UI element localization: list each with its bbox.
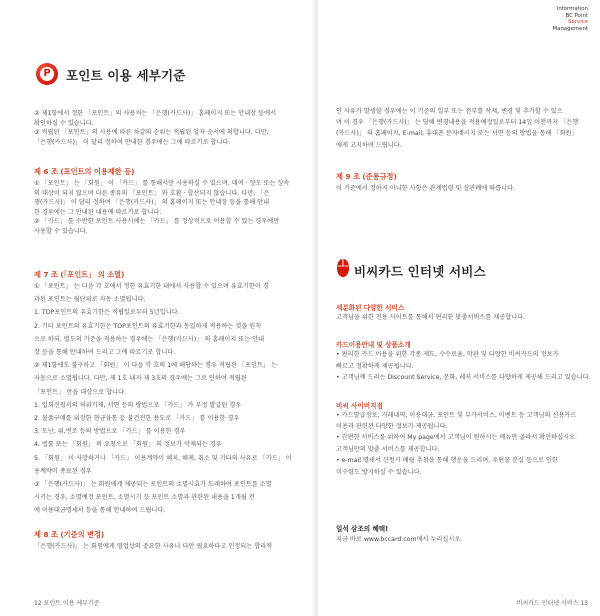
art7-line: 5. 「회원」 이 사망하거나 「카드」 이용계약이 해지, 해제, 취소 및 기타의 사유로 「카드」 이: [34, 454, 292, 462]
art7-line: 용계약이 종료된 경우: [34, 467, 92, 475]
art7-line: 과된 포인트는 월단위로 자동 소멸됩니다.: [34, 296, 146, 304]
art7-line: 시키는 경우, 소멸예정 포인트, 소멸시기 등 포인트 소멸과 관련된 내용을 1개월 전: [34, 494, 255, 502]
left-page-footer: 12 포인트 이용 세부기준: [34, 600, 100, 607]
art8-cont-line: 인 사유가 발생할 경우에는 이 기준의 일부 또는 전부를 삭제, 변경 및 추가할 수 있으: [336, 108, 563, 115]
cta-title: 일석 삼조의 혜택!: [336, 525, 389, 533]
art8-cont-line: 며 이 경우 「은행(카드사)」 는 당해 변경내용을 적용예정일로부터 14일 이전까지 「은행: [336, 119, 579, 127]
intro-line: 확인하실 수 있습니다.: [34, 119, 94, 127]
intro-line: ② 제1항에서 정한 「포인트」의 사용처는 「은행(카드사)」 홈페이지 또는 안내장 등에서: [34, 110, 277, 117]
art9-heading: 제 9 조 (준용규정): [336, 172, 397, 181]
art7-line: 1. 입회신청서의 허위기재, 서면 등의 방법으로 「카드」 가 부정 발급된 경우: [34, 401, 242, 409]
art6-line: 행(카드사)」 이 달리 정하여 「은행(카드사)」 의 홈페이지 또는 안내장 등을 통해 안내: [34, 199, 270, 207]
service-line: • 카드발급정보, 거래내역, 이용대금, 포인트 및 부가서비스, 이벤트 등 고객님의 신용카드: [336, 411, 577, 419]
art6-line: 사용할 수 있습니다.: [34, 228, 88, 235]
service-line: 고객님만의 맞춤 서비스를 제공합니다.: [336, 445, 440, 453]
service-title: 세분화된 다양한 서비스: [336, 304, 405, 312]
art6-line: ② 「카드」 를 수반한 포인트 사용시에는 「카드」 를 정상적으로 이용할 수 있는 경우에만: [34, 218, 280, 226]
art7-heading: 제 7 조 (「포인트」 의 소멸): [34, 270, 125, 279]
right-page-footer: 비씨카드 인터넷 서비스 13: [516, 600, 588, 607]
art7-line: 장 등을 통해 안내하여 드리고 그에 따르기로 합니다.: [34, 349, 176, 356]
service-line: • 고객님께 드리는 Discount Service, 문화, 레저 서비스를 다양하게 제공해 드리고 있습니다.: [336, 374, 591, 382]
service-line: 빠르고 정확하게 제공됩니다.: [336, 362, 414, 370]
art8-cont-line: 에게 고지하여 드립니다.: [336, 141, 402, 149]
art8-line: 「은행(카드사)」 는 회원에게 영업상의 중요한 사유나 다만 필요하다고 인정되는 합리적: [34, 543, 273, 550]
art7-line: 3. 도난, 위,변조 등의 방법으로 「카드」 를 이용한 경우: [34, 428, 186, 436]
art7-line: ① 「포인트」 는 다음 각 호에서 정한 유효기한 내에서 사용할 수 있으며 유효기한이 경: [34, 283, 269, 290]
intro-line: 「은행(카드사)」 이 달리 정하여 안내한 경우에는 그에 따르기로 합니다.: [34, 138, 231, 146]
art9-line: 이 기준에서 정하지 아니한 사항은 관계법령 및 상관례에 따릅니다.: [336, 185, 516, 192]
art7-line: 4. 법률 또는 「회원」 의 요청으로 「회원」 의 정보가 삭제되는 경우: [34, 441, 222, 449]
art7-line: 1. TOP포인트의 유효기한은 적립일로부터 5년입니다.: [34, 309, 180, 317]
service-line: 미수령도 방지하실 수 있습니다.: [336, 468, 422, 476]
service-line: • 간편한 서비스를 위하여 My page에서 고객님이 원하시는 메뉴만 골라서 확인하십시오.: [336, 434, 578, 442]
service-line: 고객님을 위한 전용 사이트를 통해서 편리한 맞춤서비스를 제공합니다.: [336, 314, 526, 321]
mouse-icon: [336, 258, 350, 278]
art7-line: 2. 기타 포인트의 유효기한은 TOP포인트의 유효기한과 동일하게 적용하는 것을 원칙: [34, 322, 262, 330]
service-title: 비씨 사이버지점: [336, 401, 383, 410]
art7-line: ③ 「은행(카드사)」 는 회원에게 제공되는 포인트의 소멸시효가 도래하여 포인트를 소멸: [34, 481, 272, 488]
service-line: • 편리한 카드 이용을 위한 각종 제도, 수수료율, 약관 및 다양한 비씨카드의 정보가: [336, 351, 559, 359]
service-line: • e-mail 명세서 신청시 매월 추첨을 통해 행운을 드리며, 우편물 분실 등으로 인한: [336, 457, 558, 465]
art6-line: 의 대상이 되지 않으며 다른 종류의 「포인트」 와 호환 · 합산되지 않습니다. 다만, 「은: [34, 189, 270, 197]
art7-line: 자동으로 소멸됩니다. 다만, 제 1호 내지 제 3호의 경우에는 그로 인하여 적립된: [34, 375, 247, 383]
intro-line: ③ 적립된 「포인트」의 사용에 따른 차감의 순위는 적립된 일자 순서에 의합니다. 다만,: [34, 129, 269, 137]
art7-line: 「포인트」 만을 대상으로 합니다.: [34, 388, 126, 396]
corner-note: Information BC Point Service Management: [552, 6, 588, 32]
cta-text: 지금 바로 www.bccard.com에서 누리십시오.: [336, 536, 463, 543]
art7-line: 2. 물품구매를 위장한 현금융통 등 불건전한 용도로 「카드」 를 이용한 경우: [34, 415, 240, 422]
art6-line: ① 「포인트」 는 「회원」 이 「카드」 를 통해서만 사용하실 수 있으며, 대여 · 양도 또는 상속: [34, 180, 290, 187]
left-section-title: 포인트 이용 세부기준: [66, 68, 186, 83]
art7-line: 으로 하되, 별도의 기준을 적용하는 경우에는 「은행(카드사)」 의 홈페이지 또는 안내: [34, 335, 265, 343]
art7-line: 에 이용대금명세서 등을 통해 안내하여 드립니다.: [34, 507, 166, 515]
art6-line: 한 경우에는 그 안내된 내용에 따르기로 합니다.: [34, 208, 162, 216]
point-coin-icon: P: [36, 63, 58, 85]
art8-heading: 제 8 조 (기준의 변경): [34, 530, 105, 539]
service-line: 이용과 관련된 다양한 정보가 제공됩니다.: [336, 423, 448, 430]
art8-cont-line: (카드사)」 의 홈페이지, E-mail, 휴대폰 문자메시지 또는 서면 등의 방법을 통해 「회원」: [336, 130, 578, 138]
art7-line: ② 제1항에도 불구하고 「회원」 이 다음 각 호의 1에 해당하는 경우 적립된 「포인트」 는: [34, 362, 278, 370]
art6-heading: 제 6 조 (포인트의 이용제한 등): [34, 167, 135, 176]
right-page: [318, 0, 600, 616]
service-title: 카드이용안내 및 상품소개: [336, 341, 411, 350]
right-section-title: 비씨카드 인터넷 서비스: [354, 264, 486, 279]
